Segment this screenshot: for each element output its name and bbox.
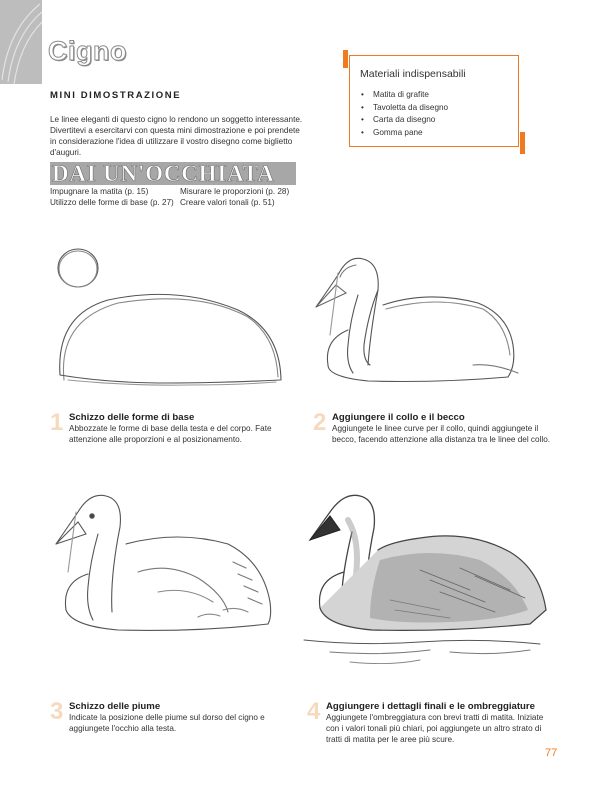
step-1 bbox=[50, 409, 300, 462]
step-description: Aggiungete le linee curve per il collo, quindi aggiungete il becco, facendo attenzione alla distanza tra le linee del collo. bbox=[332, 424, 551, 444]
corner-decoration bbox=[0, 0, 42, 84]
materials-item: • Matita di grafite bbox=[361, 90, 429, 99]
section-subtitle: MINI DIMOSTRAZIONE bbox=[50, 90, 182, 101]
step-title: Schizzo delle forme di base bbox=[69, 412, 195, 423]
swan-sketch-step-1 bbox=[48, 245, 298, 405]
step-description: Aggiungete l'ombreggiatura con brevi tratti di matita. Iniziate con i valori tonali più chiari, poi aggiungete un altro strato di tratti di matita per le aree più scure. bbox=[326, 713, 544, 744]
glance-col-1 bbox=[50, 187, 175, 208]
materials-list bbox=[360, 89, 448, 139]
step-title: Schizzo delle piume bbox=[69, 701, 161, 712]
glance-ref: Creare valori tonali (p. 51) bbox=[180, 197, 275, 207]
step-title: Aggiungere il collo e il becco bbox=[332, 412, 465, 423]
page-title: Cigno bbox=[48, 36, 127, 66]
materials-item: • Gomma pane bbox=[361, 127, 423, 137]
glance-ref: Misurare le proporzioni (p. 28) bbox=[180, 187, 290, 196]
step-description: Indicate la posizione delle piume sul dorso del cigno e aggiungete l'occhio alla testa. bbox=[69, 713, 265, 733]
step-number: 3 bbox=[50, 698, 64, 725]
step-3 bbox=[50, 698, 300, 751]
step-title: Aggiungere i dettagli finali e le ombreggiature bbox=[326, 701, 535, 712]
swan-sketch-step-4 bbox=[300, 480, 558, 670]
glance-heading: DAI UN'OCCHIATA bbox=[52, 161, 275, 186]
step-number: 4 bbox=[307, 698, 321, 725]
step-description: Abbozzate le forme di base della testa e del corpo. Fate attenzione alle proporzioni e al posizionamento. bbox=[69, 424, 272, 444]
accent-tab bbox=[343, 50, 348, 68]
step-4 bbox=[307, 698, 559, 751]
materials-item: • Carta da disegno bbox=[361, 115, 436, 125]
step-number: 2 bbox=[313, 409, 327, 436]
materials-box bbox=[349, 55, 519, 147]
materials-title: Materiali indispensabili bbox=[360, 68, 466, 80]
glance-ref: Utilizzo delle forme di base (p. 27) bbox=[50, 197, 174, 207]
glance-ref: Impugnare la matita (p. 15) bbox=[50, 187, 149, 196]
glance-banner bbox=[50, 162, 296, 185]
intro-text: Le linee eleganti di questo cigno lo rendono un soggetto interessante. Divertitevi a esercitarvi con questa mini dimostrazione e poi prendete in considerazione l'idea di utilizzare il vostro disegno come biglietto d'auguri. bbox=[50, 115, 303, 157]
swan-sketch-step-2 bbox=[308, 245, 548, 405]
step-2 bbox=[313, 409, 563, 462]
glance-col-2 bbox=[180, 187, 300, 208]
materials-item: • Tavoletta da disegno bbox=[361, 102, 449, 112]
swan-sketch-step-3 bbox=[48, 482, 298, 642]
step-number: 1 bbox=[50, 409, 64, 436]
page-number: 77 bbox=[545, 747, 558, 759]
accent-tab bbox=[520, 132, 525, 154]
